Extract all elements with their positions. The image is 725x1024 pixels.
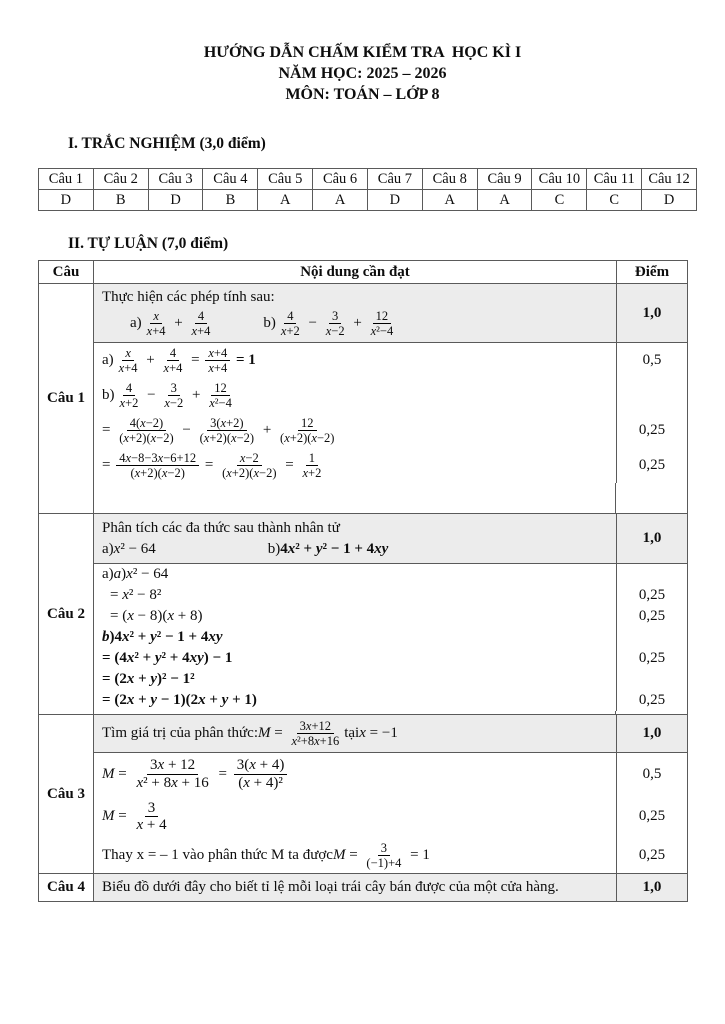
mc-question-cell: Câu 5 <box>258 169 313 190</box>
question-body <box>94 514 687 714</box>
math-run: = <box>102 422 111 438</box>
solution-block <box>94 564 687 714</box>
math-run: + <box>353 315 362 331</box>
fraction-numerator: 3(x+2) <box>207 416 246 431</box>
statement-content <box>94 715 616 752</box>
score-cell <box>616 627 687 648</box>
math-run: − <box>182 422 191 438</box>
fraction <box>234 757 288 792</box>
question-body <box>94 284 687 513</box>
content-line <box>94 627 616 648</box>
fraction-numerator: 4 <box>123 381 135 396</box>
fraction-numerator: 4 <box>284 309 296 324</box>
fraction <box>299 451 324 480</box>
fraction <box>219 451 279 480</box>
content-line <box>102 518 612 539</box>
solution-line-row <box>94 343 687 378</box>
mc-answer-cell: C <box>532 190 587 211</box>
fraction-denominator: x+4 <box>146 324 166 338</box>
question-row <box>39 715 687 874</box>
mc-question-cell: Câu 4 <box>203 169 258 190</box>
score-cell <box>616 378 687 413</box>
question-label: Câu 1 <box>39 284 94 513</box>
content-line <box>102 539 612 560</box>
fraction-numerator: x+4 <box>205 346 230 361</box>
fraction-numerator: 3 <box>168 381 180 396</box>
fraction-numerator: 3x + 12 <box>147 757 198 775</box>
math-run: + <box>191 387 201 403</box>
solution-line-row <box>94 796 687 839</box>
fraction-denominator: x+2 <box>119 396 139 410</box>
fraction-denominator: (x+2)(x−2) <box>119 431 174 445</box>
statement-block <box>94 874 687 901</box>
math-run: = <box>102 457 111 473</box>
math-run: b)4x² + y² − 1 + 4xy <box>102 629 223 645</box>
score-cell: 1,0 <box>616 284 687 342</box>
math-run: M = <box>332 847 358 864</box>
math-run: = <box>285 457 294 473</box>
fraction <box>161 346 186 375</box>
content-line <box>94 796 616 839</box>
column-header-cau: Câu <box>39 261 94 283</box>
text-run: tại <box>344 725 360 741</box>
fraction <box>133 757 211 792</box>
math-run: M = <box>258 725 283 741</box>
fraction-numerator: x <box>150 309 162 324</box>
fraction-numerator: 3(x + 4) <box>234 757 288 775</box>
math-run: 4x² + y² − 1 + 4xy <box>280 540 389 557</box>
fraction-denominator: x²−4 <box>209 396 232 410</box>
math-run: = 1 <box>235 352 256 368</box>
mc-question-cell: Câu 11 <box>587 169 642 190</box>
math-run: = x² − 8² <box>110 587 162 603</box>
text-run: Thực hiện các phép tính sau: <box>102 289 275 305</box>
content-line <box>102 287 612 308</box>
fraction <box>116 416 176 445</box>
fraction <box>368 309 397 338</box>
math-run: + <box>262 422 272 438</box>
score-cell: 0,25 <box>616 796 687 839</box>
math-run: x² − 64 <box>113 540 156 557</box>
statement-block <box>94 715 687 753</box>
mc-answer-cell: D <box>368 190 423 211</box>
math-run: = (2x + y − 1)(2x + y + 1) <box>102 692 257 708</box>
score-cell: 0,25 <box>616 838 687 873</box>
content-line <box>94 343 616 378</box>
fraction-denominator: x+4 <box>191 324 211 338</box>
subject-grade-line: MÔN: TOÁN – LỚP 8 <box>285 86 440 103</box>
score-cell: 0,25 <box>616 690 687 711</box>
score-cell: 0,25 <box>616 413 687 448</box>
content-line <box>94 378 616 413</box>
mc-question-cell: Câu 3 <box>149 169 204 190</box>
mc-question-cell: Câu 6 <box>313 169 368 190</box>
content-line <box>94 669 616 690</box>
solution-line-row <box>94 669 687 690</box>
text-run: a) <box>102 352 114 368</box>
fraction-denominator: x²−4 <box>370 324 394 338</box>
statement-content <box>94 874 616 901</box>
fraction-denominator: (−1)+4 <box>366 856 402 871</box>
solution-line-row <box>94 378 687 413</box>
fraction <box>206 381 235 410</box>
fraction-denominator: x² + 8x + 16 <box>136 774 209 791</box>
solution-line-row <box>94 564 687 585</box>
mc-question-cell: Câu 10 <box>532 169 587 190</box>
fraction <box>278 309 303 338</box>
statement-block <box>94 514 687 564</box>
fraction-numerator: 4 <box>167 346 179 361</box>
content-line <box>94 585 616 606</box>
document-header <box>0 0 725 105</box>
fraction <box>197 416 257 445</box>
score-cell <box>616 564 687 585</box>
math-run: = (x − 8)(x + 8) <box>110 608 203 624</box>
fraction-denominator: (x+2)(x−2) <box>130 466 185 480</box>
math-run: = (2x + y)² − 1² <box>102 671 195 687</box>
text-run: Phân tích các đa thức sau thành nhân tử <box>102 519 340 536</box>
math-run: a)x² − 64 <box>113 566 169 582</box>
score-cell <box>616 669 687 690</box>
solution-line-row <box>94 627 687 648</box>
mc-question-cell: Câu 1 <box>39 169 94 190</box>
fraction-numerator: 12 <box>373 309 392 324</box>
math-run: = <box>204 457 214 473</box>
content-line <box>94 753 616 796</box>
score-cell: 0,5 <box>616 753 687 796</box>
fraction-numerator: 4x−8−3x−6+12 <box>116 451 199 466</box>
section1-title: I. TRẮC NGHIỆM (3,0 điểm) <box>68 135 266 152</box>
essay-answer-table <box>38 260 688 902</box>
score-cell: 1,0 <box>616 874 687 901</box>
text-run: Biểu đồ dưới đây cho biết tỉ lệ mỗi loại trái cây bán được của một cửa hàng. <box>102 879 559 896</box>
fraction-denominator: (x + 4)² <box>238 774 283 791</box>
math-run: x = −1 <box>359 725 398 741</box>
mc-question-cell: Câu 7 <box>368 169 423 190</box>
score-cell: 1,0 <box>616 715 687 752</box>
content-line <box>94 690 616 711</box>
fraction <box>116 346 141 375</box>
multiple-choice-table <box>38 168 697 211</box>
fraction-numerator: x−2 <box>237 451 262 466</box>
solution-line-row <box>94 648 687 669</box>
mc-answer-cell: A <box>478 190 533 211</box>
statement-content <box>94 514 616 563</box>
math-run: M = <box>102 808 127 825</box>
fraction-numerator: 3 <box>378 841 390 856</box>
score-cell: 0,25 <box>616 648 687 669</box>
mc-answer-cell: D <box>39 190 94 211</box>
solution-line-row <box>94 413 687 448</box>
content-line <box>94 838 616 873</box>
content-line <box>94 606 616 627</box>
fraction <box>277 416 337 445</box>
fraction-numerator: 1 <box>306 451 318 466</box>
fraction-denominator: x+4 <box>208 361 228 375</box>
mc-answer-cell: D <box>642 190 697 211</box>
fraction-numerator: 12 <box>298 416 317 431</box>
score-cell: 0,25 <box>616 448 687 483</box>
school-year-line: NĂM HỌC: 2025 – 2026 <box>278 65 447 82</box>
question-body <box>94 874 687 901</box>
text-run: b) <box>102 387 115 403</box>
fraction <box>161 381 186 410</box>
text-run: b) <box>267 540 281 557</box>
fraction-denominator: (x+2)(x−2) <box>280 431 335 445</box>
text-run: Tìm giá trị của phân thức: <box>102 725 258 741</box>
text-run: a) <box>102 566 114 582</box>
fraction-denominator: x + 4 <box>136 817 167 834</box>
mc-question-cell: Câu 8 <box>423 169 478 190</box>
question-label: Câu 4 <box>39 874 94 901</box>
section2-title: II. TỰ LUẬN (7,0 điểm) <box>68 235 229 252</box>
fraction-numerator: 4(x−2) <box>127 416 166 431</box>
fraction <box>189 309 214 338</box>
fraction-denominator: (x+2)(x−2) <box>222 466 277 480</box>
question-label: Câu 3 <box>39 715 94 873</box>
text-run: a) <box>102 540 114 557</box>
fraction-numerator: x <box>122 346 134 361</box>
math-run: = <box>218 765 227 782</box>
fraction <box>205 346 230 375</box>
fraction-denominator: x+4 <box>118 361 138 375</box>
fraction-numerator: 3x+12 <box>297 719 334 734</box>
mc-answer-cell: D <box>149 190 204 211</box>
fraction-numerator: 12 <box>211 381 230 396</box>
fraction-denominator: x²+8x+16 <box>291 734 340 748</box>
solution-line-row <box>94 585 687 606</box>
mc-answer-cell: A <box>313 190 368 211</box>
text-run: a) <box>130 315 142 331</box>
solution-line-row <box>94 753 687 796</box>
fraction <box>117 381 142 410</box>
math-run: = (4x² + y² + 4xy) − 1 <box>102 650 233 666</box>
statement-block <box>94 284 687 343</box>
content-line <box>94 413 616 448</box>
page-title: HƯỚNG DẪN CHẤM KIỂM TRA HỌC KÌ I <box>203 44 522 61</box>
fraction <box>144 309 169 338</box>
solution-line-row <box>94 690 687 711</box>
math-run: = <box>191 352 200 368</box>
solution-line-row <box>94 606 687 627</box>
mc-answer-cell: B <box>203 190 258 211</box>
essay-table-header <box>39 261 687 284</box>
content-line <box>94 648 616 669</box>
content-line <box>102 308 612 339</box>
fraction <box>288 719 342 748</box>
question-row <box>39 874 687 901</box>
question-row <box>39 514 687 715</box>
fraction-denominator: x−2 <box>325 324 345 338</box>
question-body <box>94 715 687 873</box>
mc-answer-cell: B <box>94 190 149 211</box>
mc-question-cell: Câu 2 <box>94 169 149 190</box>
mc-question-cell: Câu 12 <box>642 169 697 190</box>
text-run: Thay x = – 1 vào phân thức M ta được <box>102 847 333 864</box>
column-header-diem: Điểm <box>616 261 687 283</box>
question-label: Câu 2 <box>39 514 94 714</box>
fraction-numerator: 3 <box>145 800 159 818</box>
math-run: + <box>146 352 155 368</box>
score-cell: 1,0 <box>616 514 687 563</box>
score-cell: 0,25 <box>616 606 687 627</box>
content-line <box>102 877 612 898</box>
solution-block <box>94 343 687 513</box>
fraction-numerator: 3 <box>329 309 341 324</box>
score-cell: 0,25 <box>616 585 687 606</box>
content-line <box>102 718 612 749</box>
math-run: + <box>174 315 183 331</box>
math-run: = 1 <box>410 847 430 864</box>
solution-line-row <box>94 838 687 873</box>
fraction <box>116 451 199 480</box>
fraction-denominator: x+4 <box>163 361 183 375</box>
fraction <box>133 800 169 835</box>
mc-answer-cell: A <box>258 190 313 211</box>
fraction-numerator: 4 <box>195 309 207 324</box>
statement-content <box>94 284 616 342</box>
mc-answer-cell: C <box>587 190 642 211</box>
score-cell: 0,5 <box>616 343 687 378</box>
math-run: − <box>147 387 156 403</box>
fraction-denominator: x−2 <box>164 396 184 410</box>
math-run: − <box>308 315 317 331</box>
content-line <box>94 448 616 483</box>
math-run: M = <box>102 765 127 782</box>
fraction-denominator: x+2 <box>302 466 322 480</box>
fraction-denominator: (x+2)(x−2) <box>199 431 255 445</box>
fraction <box>363 841 404 870</box>
question-row <box>39 284 687 514</box>
question-rows <box>39 284 687 901</box>
mc-question-cell: Câu 9 <box>478 169 533 190</box>
text-run: b) <box>263 315 276 331</box>
fraction <box>323 309 348 338</box>
column-header-content: Nội dung cần đạt <box>300 264 410 280</box>
solution-line-row <box>94 448 687 483</box>
content-line <box>94 564 616 585</box>
fraction-denominator: x+2 <box>280 324 300 338</box>
mc-answer-cell: A <box>423 190 478 211</box>
solution-block <box>94 753 687 873</box>
